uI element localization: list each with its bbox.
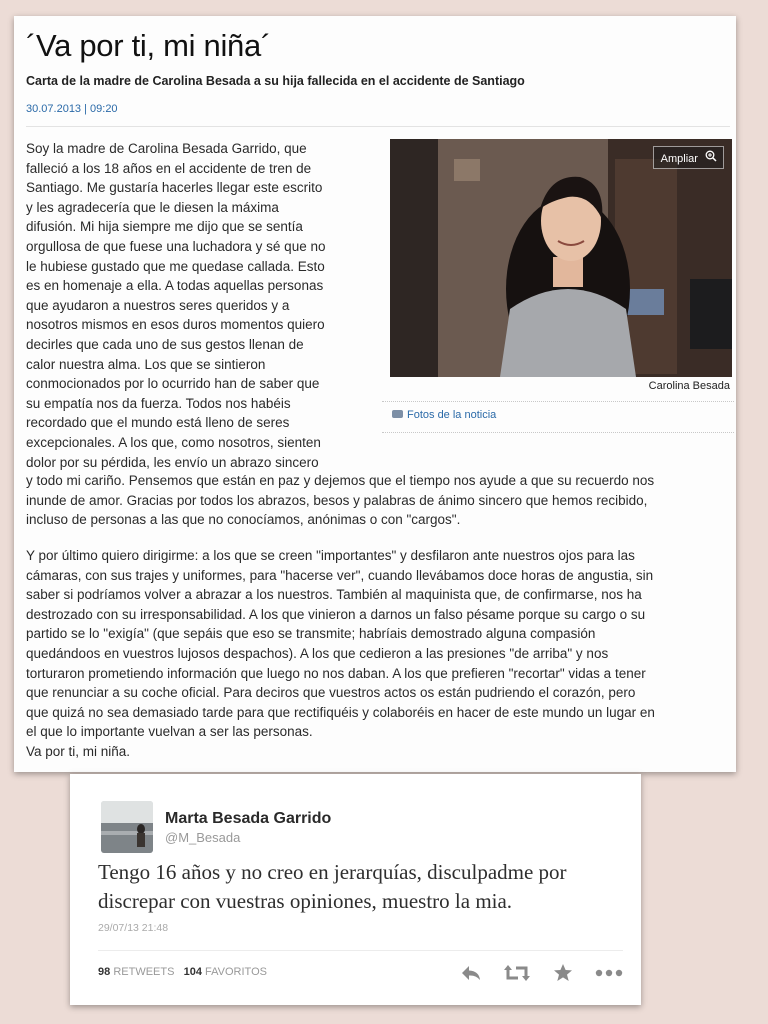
- article-body-paragraph: [26, 546, 736, 762]
- body-line: es en homenaje a ella. A todas aquellas personas: [26, 278, 324, 294]
- body-line: excepcionales. A los que, como nosotros, sienten: [26, 434, 321, 450]
- body-line: recordado que el mundo está lleno de seres: [26, 415, 290, 431]
- body-line: Va por ti, mi niña.: [26, 743, 131, 759]
- more-icon[interactable]: [595, 961, 623, 985]
- retweets-count[interactable]: 98: [98, 966, 111, 978]
- body-line: Santiago. Me gustaría hacerles llegar este escrito: [26, 180, 323, 196]
- photo-caption: Carolina Besada: [648, 380, 730, 392]
- zoom-button[interactable]: [653, 146, 724, 169]
- tweet-timestamp[interactable]: 29/07/13 21:48: [98, 922, 169, 934]
- body-line: Soy la madre de Carolina Besada Garrido, que: [26, 141, 307, 156]
- tweet-stats: [98, 966, 267, 978]
- divider: [98, 950, 623, 951]
- divider: [382, 401, 734, 402]
- body-line: dolor por su pérdida, les envío un abrazo sincero: [26, 454, 319, 470]
- body-line: partido se lo "exigía" (que sepáis que eso se transmite; habríais demostrado alguna compasión: [26, 626, 596, 642]
- body-line: falleció a los 18 años en el accidente de tren de: [26, 160, 312, 176]
- tweet-actions: [457, 961, 623, 985]
- photos-link[interactable]: [392, 409, 496, 421]
- article-body-paragraph: [26, 471, 736, 530]
- body-line: Y por último quiero dirigirme: a los que se creen "importantes" y desfilaron ante nuestros ojos para las: [26, 548, 635, 563]
- body-line: su empatía nos da fuerza. Todos nos habéis: [26, 395, 291, 411]
- article-date: 30.07.2013 | 09:20: [26, 103, 118, 115]
- body-line: calor nuestra alma. Los que se sintieron: [26, 356, 266, 372]
- body-line: conmocionados por lo ocurrido han de saber que: [26, 376, 320, 392]
- divider: [26, 126, 730, 127]
- body-line: orgullosa de que fuese una luchadora y sé que no: [26, 238, 326, 254]
- tweet-author-handle[interactable]: @M_Besada: [165, 830, 241, 845]
- body-line: quedándoos en vuestros lujosos despachos). A los que cedieron a las presiones "de arriba" y nos: [26, 645, 609, 661]
- article-subtitle: Carta de la madre de Carolina Besada a su hija fallecida en el accidente de Santiago: [26, 74, 525, 88]
- divider: [382, 432, 734, 433]
- tweet-text: Tengo 16 años y no creo en jerarquías, disculpadme por discrepar con vuestras opiniones, muestro la mia.: [98, 860, 567, 913]
- favorites-count[interactable]: 104: [183, 966, 202, 978]
- body-line: nosotros mismos en esos duros momentos quiero: [26, 317, 325, 333]
- body-line: que ayudaron a nuestros seres queridos y a: [26, 297, 290, 313]
- avatar[interactable]: [101, 801, 153, 853]
- favorites-label: FAVORITOS: [205, 966, 267, 978]
- zoom-label: Ampliar: [660, 153, 698, 165]
- body-line: que quizá no sea demasiado tarde para que rectifiquéis y colaboréis en hacer de este mundo un lugar en: [26, 704, 655, 720]
- photos-link-label: Fotos de la noticia: [407, 409, 497, 421]
- camera-icon: [392, 410, 403, 418]
- body-line: el que lo importante vuelvan a ser las personas.: [26, 724, 313, 740]
- tweet-card: [70, 774, 641, 1005]
- body-line: le hubiese gustado que me quedase callada. Esto: [26, 258, 325, 274]
- article-body-column: [26, 139, 386, 472]
- body-line: cámaras, con sus trajes y uniformes, para "hacerse ver", cuando llevábamos doce horas de angustia, sin: [26, 567, 654, 583]
- body-line: inunde de amor. Gracias por todos los abrazos, besos y palabras de ánimo sincero que hemos recibido,: [26, 492, 648, 508]
- body-line: incluso de personas a las que no conocíamos, anónimas o con "cargos".: [26, 512, 461, 528]
- body-line: decirles que cada uno de sus gestos llenan de: [26, 336, 304, 352]
- photo-image: [390, 139, 732, 377]
- body-line: destrozado con su irresponsabilidad. A los que vinieron a darnos un falso pésame porque su cargo o su: [26, 606, 646, 622]
- tweet-author-name[interactable]: Marta Besada Garrido: [165, 810, 332, 827]
- article-title: ´Va por ti, mi niña´: [26, 28, 271, 63]
- zoom-in-icon: [705, 150, 717, 162]
- body-line: que renunciar a su coche oficial. Para deciros que vuestros actos os están pudriendo el corazón, pero: [26, 685, 636, 701]
- article-card: [14, 16, 736, 772]
- body-line: difusión. Mi hija siempre me dijo que se sentía: [26, 219, 303, 235]
- body-line: torturaron prometiendo información que luego no nos daban. A los que prefieren "recortar" vidas a tener: [26, 665, 646, 681]
- retweets-label: RETWEETS: [113, 966, 175, 978]
- favorite-icon[interactable]: [549, 961, 577, 985]
- retweet-icon[interactable]: [503, 961, 531, 985]
- body-line: y todo mi cariño. Pensemos que están en paz y dejemos que el tiempo nos ayude a que su recuerdo nos: [26, 473, 655, 488]
- body-line: y les agradecería que le diesen la máxima: [26, 199, 279, 215]
- reply-icon[interactable]: [457, 961, 485, 985]
- body-line: saber si podríamos volver a abrazar a los nuestros. También al maquinista que, de confirmarse, nos ha: [26, 587, 642, 603]
- article-photo[interactable]: [390, 139, 732, 377]
